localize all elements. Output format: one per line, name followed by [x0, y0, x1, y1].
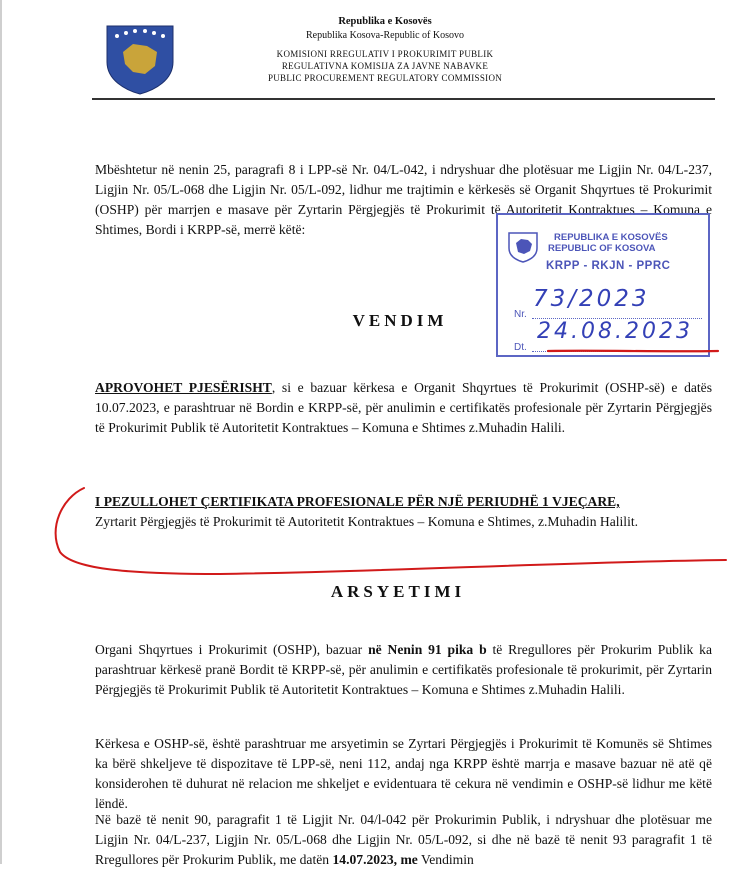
header-commission-sr: REGULATIVNA KOMISIJA ZA JAVNE NABAVKE: [281, 61, 489, 71]
red-underline-stamp: [548, 351, 718, 352]
reason-paragraph-2: Kërkesa e OSHP-së, është parashtruar me arsyetimin se Zyrtari Përgjegjës i Prokurimit të Komunës së Shtimes ka bërë shkeljeve të dispozitave të LPP-së, neni 112, andaj nga KRPP është marrja e masave bazuar në atë që konsiderohen të duhurat në relacion me shkeljet e evidentuara të cekura në vendimin e OSHP-së lidhur me këtë lëndë.: [95, 736, 712, 811]
intro-paragraph: Mbështetur në nenin 25, paragrafi 8 i LPP-së Nr. 04/L-042, i ndryshuar dhe plotësuar me Ligjin Nr. 04/L-237, Ligjin Nr. 05/L-068 dhe Ligjin Nr. 05/L-092, lidhur me trajtimin e kërkesës së Organit Shqyrtues të Prokurimit (OSHP) për marrjen e masave për Zyrtarin Përgjegjës të Prokurimit të Autoritetit Kontraktues – Komuna e Shtimes, Bordi i KRPP-së, merrë këtë:: [95, 162, 712, 237]
header-commission-en: PUBLIC PROCUREMENT REGULATORY COMMISSION: [267, 73, 503, 83]
header-republic: Republika e Kosovës: [338, 16, 432, 27]
decision-suspend-text: Zyrtarit Përgjegjës të Prokurimit të Autoritetit Kontraktues – Komuna e Shtimes, z.Muhadin Halilit.: [95, 514, 639, 529]
stamp-dt-label: Dt.: [514, 342, 527, 353]
stamp-line-1: REPUBLIKA E KOSOVËS: [554, 232, 668, 243]
arsyetimi-title: ARSYETIMI: [330, 582, 466, 601]
stamp-line-2: REPUBLIC OF KOSOVA: [548, 243, 656, 254]
decision-approve-lead: APROVOHET PJESËRISHT: [95, 380, 272, 395]
red-enclosure-loop: [56, 488, 726, 574]
header-republic-multi: Republika Kosova-Republic of Kosovo: [305, 30, 465, 41]
reason-paragraph-1: Organi Shqyrtues i Prokurimit (OSHP), bazuar në Nenin 91 pika b të Rregullores për Prokurim Publik ka parashtruar kërkesë pranë Bordit të KRPP-së, për anulimin e certifikatës profesionale të prokurimit, për Zyrtarin Përgjegjës të Prokurimit Publik të Autoritetit Kontraktues – Komuna e Shtimes z.Muhadin Halili.: [95, 642, 712, 697]
vendim-title: VENDIM: [352, 311, 448, 330]
decision-approve-text: , si e bazuar kërkesa e Organit Shqyrtues të Prokurimit (OSHP-së) e datës 10.07.2023, e parashtruar në Bordin e KRPP-së, për anulimin e certifikatës profesionale për Zyrtarin Përgjegjës të Prokurimit Publik të Autoritetit Kontraktues – Komuna e Shtimes z.Muhadin Halili.: [95, 380, 713, 435]
stamp-nr-label: Nr.: [514, 309, 527, 320]
stamp-line-3: KRPP - RKJN - PPRC: [546, 260, 671, 272]
reason-paragraph-3: Në bazë të nenit 90, paragrafit 1 të Ligjit Nr. 04/l-042 për Prokurimin Publik, i ndryshuar dhe plotësuar me Ligjin Nr. 04/L-237, Ligjin Nr. 05/L-068 dhe Ligjin Nr. 05/L-092, si dhe në bazë të nenit 93 paragrafit 1 të Rregullores për Prokurim Publik, me datën 14.07.2023, me Vendimin: [95, 812, 712, 867]
stamp-handwritten-number: 73/2023: [533, 286, 650, 312]
decision-suspend-lead: I PEZULLOHET ÇERTIFIKATA PROFESIONALE PËR NJË PERIUDHË 1 VJEÇARE,: [95, 494, 620, 509]
header-commission-sq: KOMISIONI RREGULATIV I PROKURIMIT PUBLIK: [276, 49, 494, 59]
stamp-handwritten-date: 24.08.2023: [537, 319, 693, 344]
